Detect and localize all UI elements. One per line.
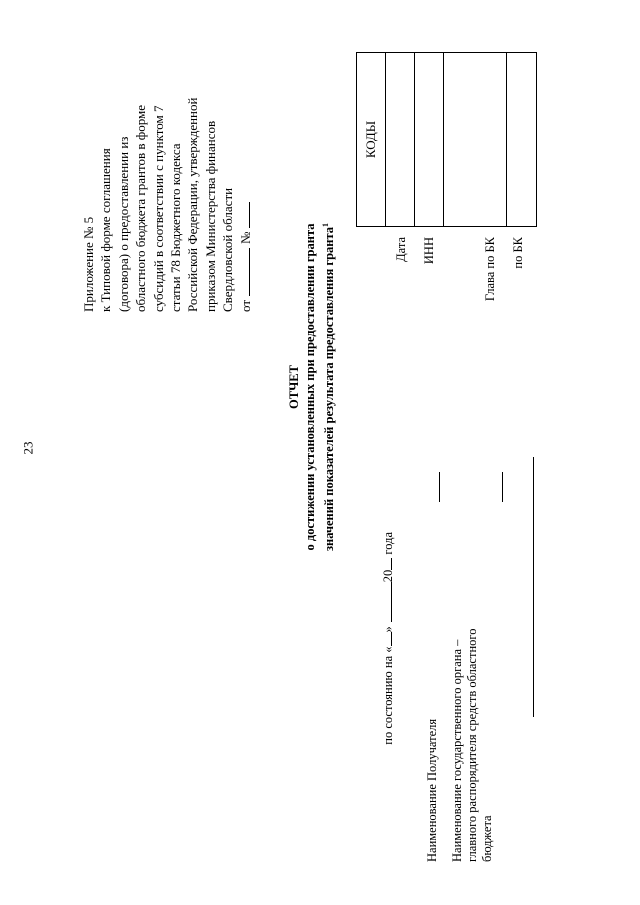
report-subtitle: о достижении установленных при предоставлении гранта — [303, 223, 317, 551]
inn-code-cell[interactable] — [415, 53, 444, 227]
authority-underline-2 — [533, 457, 534, 717]
chapter-bk-label: Глава по БК — [483, 237, 497, 302]
inn-label: ИНН — [422, 237, 436, 265]
appendix-line: Приложение № 5 — [81, 216, 96, 312]
report-subtitle: значений показателей результата предоставления гранта$^1$ — [321, 222, 337, 552]
date-code-cell[interactable] — [386, 53, 415, 227]
appendix-line: статьи 78 Бюджетного кодекса — [168, 143, 184, 312]
date-label: Дата — [394, 237, 408, 262]
footnote-mark: 1 — [321, 222, 330, 227]
report-title-block — [286, 177, 337, 597]
codes-header: КОДЫ — [357, 53, 386, 227]
appendix-date-number-line: от№ — [237, 32, 254, 312]
appendix-line: (договора) о предоставлении из — [115, 136, 131, 312]
authority-label: Наименование государственного органа – главного распорядителя средств областного бюджета — [450, 628, 494, 862]
authority-underline-1 — [502, 472, 503, 502]
document-page — [70, 32, 570, 862]
appendix-line: областного бюджета грантов в форме — [133, 104, 149, 312]
recipient-underline — [439, 472, 440, 502]
bk-label: по БК — [511, 237, 525, 269]
report-title: ОТЧЕТ — [287, 365, 301, 409]
appendix-block — [80, 32, 254, 312]
as-of-date-line: по состоянию на «»20 года — [381, 532, 395, 745]
chapter-bk-code-cell[interactable] — [444, 53, 507, 227]
appendix-line: к Типовой форме соглашения — [98, 148, 114, 312]
recipient-label: Наименование Получателя — [425, 718, 439, 862]
appendix-line: приказом Министерства финансов — [202, 120, 218, 312]
codes-table — [356, 52, 537, 227]
appendix-line: субсидий в соответствии с пунктом 7 — [150, 105, 166, 312]
page-number: 23 — [20, 441, 35, 455]
appendix-line: Российской Федерации, утвержденной — [185, 97, 201, 312]
appendix-line: Свердловской области — [220, 187, 236, 312]
bk-code-cell[interactable] — [507, 53, 537, 227]
